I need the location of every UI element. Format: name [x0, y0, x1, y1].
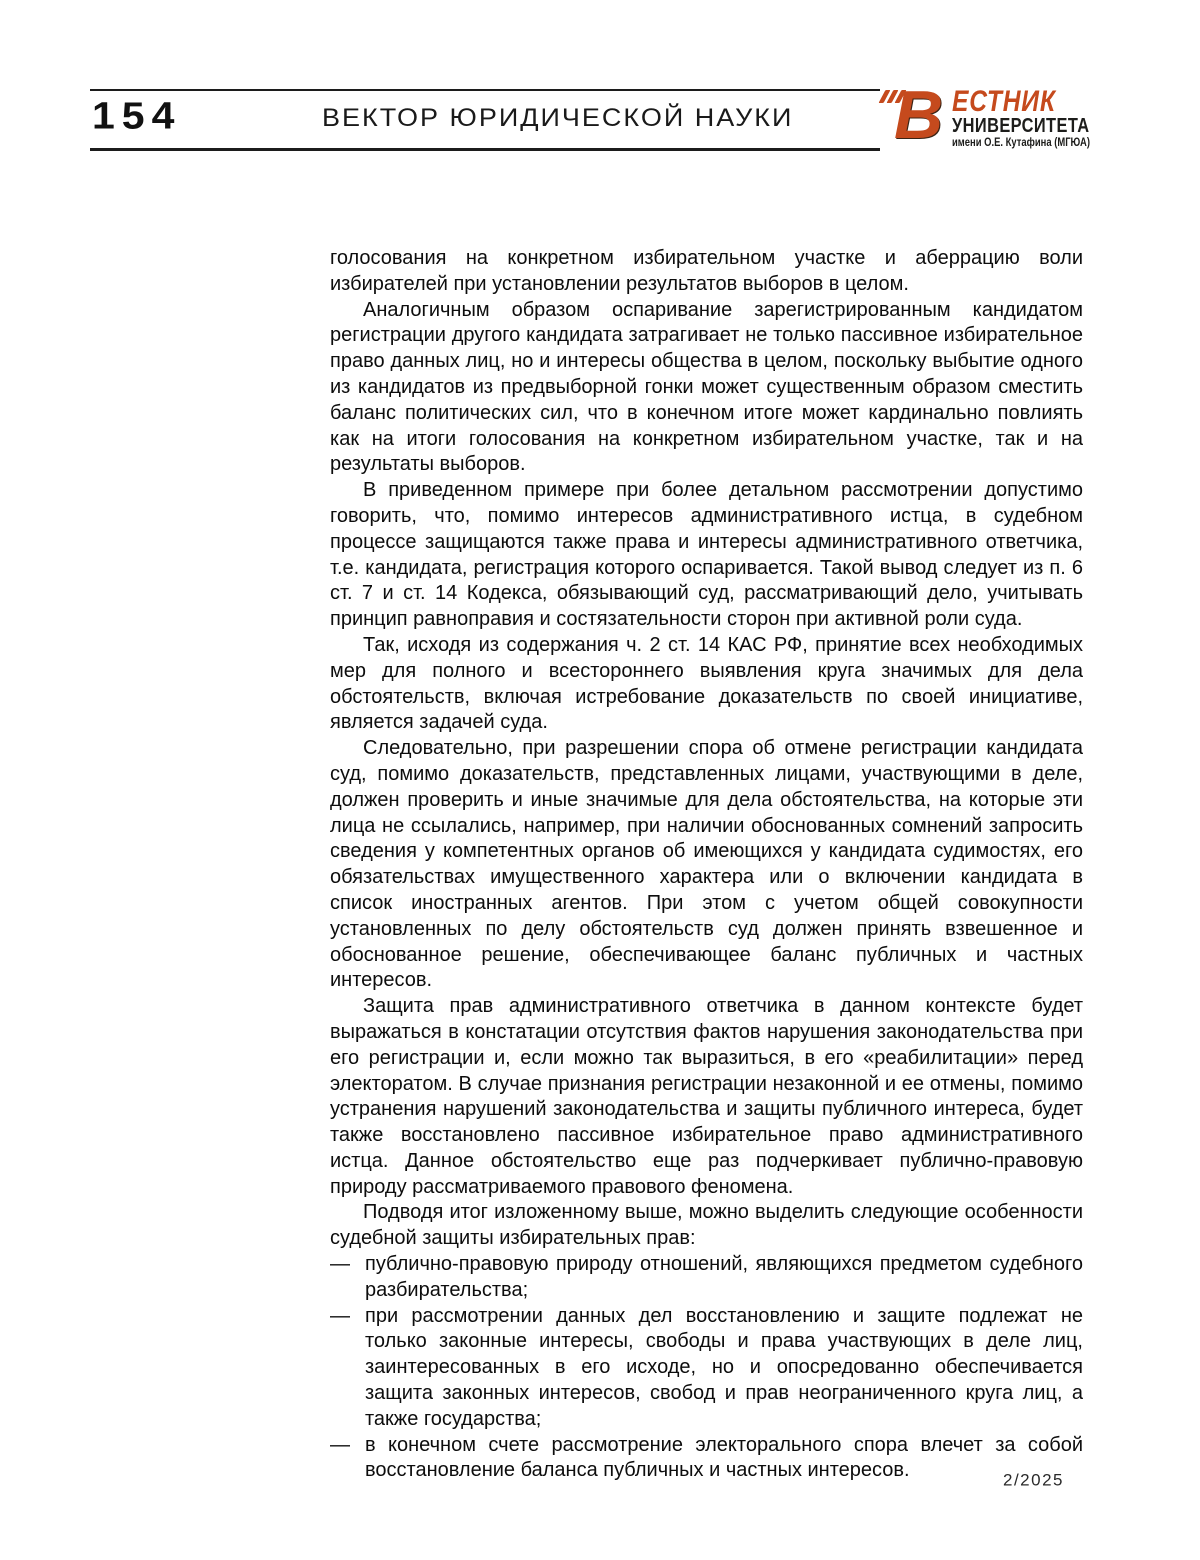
bullet-list: [330, 1252, 1083, 1484]
paragraph: голосования на конкретном избирательном участке и аберрацию воли избирателей при установлении результатов выборов в целом.: [330, 247, 1083, 295]
list-item: [330, 1433, 1083, 1485]
logo-letter-v-icon: В: [894, 77, 944, 153]
list-item-text: в конечном счете рассмотрение электорального спора влечет за собой восстановление баланса публичных и частных интересов.: [365, 1433, 1083, 1482]
logo-subtitle: УНИВЕРСИТЕТА: [952, 115, 1090, 137]
page-number: 154: [92, 94, 182, 137]
logo-text-block: [952, 85, 1090, 150]
paragraph: Подводя итог изложенному выше, можно выделить следующие особенности судебной защиты избирательных прав:: [330, 1201, 1083, 1250]
logo-title: ЕСТНИК: [952, 85, 1056, 118]
journal-logo: [880, 77, 1090, 164]
list-item: [330, 1304, 1083, 1433]
paragraph: Защита прав административного ответчика в данном контексте будет выражаться в констатации отсутствия фактов нарушения законодательства при его регистрации и, если можно так выразиться, в его «реабилитации» перед электоратом. В случае признания регистрации незаконной и ее отмены, помимо устранения нарушений законодательства и защиты публичного интереса, будет также восстановлено пассивное избирательное право административного истца. Данное обстоятельство еще раз подчеркивает публично-правовую природу рассматриваемого правового феномена.: [330, 995, 1083, 1198]
list-dash: —: [330, 1433, 350, 1456]
logo-tagline: имени О.Е. Кутафина (МГЮА): [952, 137, 1090, 149]
paragraph: Так, исходя из содержания ч. 2 ст. 14 КАС РФ, принятие всех необходимых мер для полного и всестороннего выявления круга значимых для дела обстоятельств, включая истребование доказательств по своей инициативе, является задачей суда.: [330, 633, 1083, 734]
paragraph: Аналогичным образом оспаривание зарегистрированным кандидатом регистрации другого кандидата затрагивает не только пассивное избирательное право данных лиц, но и интересы общества в целом, поскольку выбытие одного из кандидатов из предвыборной гонки может существенным образом сместить баланс политических сил, что в конечном итоге может кардинально повлиять как на итоги голосования на конкретном избирательном участке, так и на результаты выборов.: [330, 298, 1083, 476]
list-item-text: при рассмотрении данных дел восстановлению и защите подлежат не только законные интересы, свободы и права участвующих в деле лиц, заинтересованных в его исходе, но и опосредованно обеспечивается защита законных интересов, свобод и прав неограниченного круга лиц, а также государства;: [365, 1304, 1083, 1430]
paragraph: Следовательно, при разрешении спора об отмене регистрации кандидата суд, помимо доказательств, представленных лицами, участвующими в деле, должен проверить и иные значимые для дела обстоятельства, на которые эти лица не ссылались, например, при наличии обоснованных сомнений запросить сведения у компетентных органов об имеющихся у кандидата судимостях, его обязательствах имущественного характера или о включении кандидата в список иностранных агентов. При этом с учетом общей совокупности установленных по делу обстоятельств суд должен принять взвешенное и обоснованное решение, обеспечивающее баланс публичных и частных интересов.: [330, 737, 1083, 992]
list-dash: —: [330, 1304, 350, 1327]
list-item-text: публично-правовую природу отношений, являющихся предметом судебного разбирательства;: [365, 1253, 1083, 1301]
list-item: [330, 1252, 1083, 1304]
running-head: ВЕКТОР ЮРИДИЧЕСКОЙ НАУКИ: [322, 104, 794, 132]
footer-issue-number: 2/2025: [1003, 1471, 1064, 1490]
article-body: [330, 246, 1083, 1484]
paragraph: В приведенном примере при более детальном рассмотрении допустимо говорить, что, помимо интересов административного истца, в судебном процессе защищаются также права и интересы административного ответчика, т.е. кандидата, регистрация которого оспаривается. Такой вывод следует из п. 6 ст. 7 и ст. 14 Кодекса, обязывающий суд, рассматривающий дело, учитывать принцип равноправия и состязательности сторон при активной роли суда.: [330, 479, 1083, 631]
list-dash: —: [330, 1253, 350, 1276]
